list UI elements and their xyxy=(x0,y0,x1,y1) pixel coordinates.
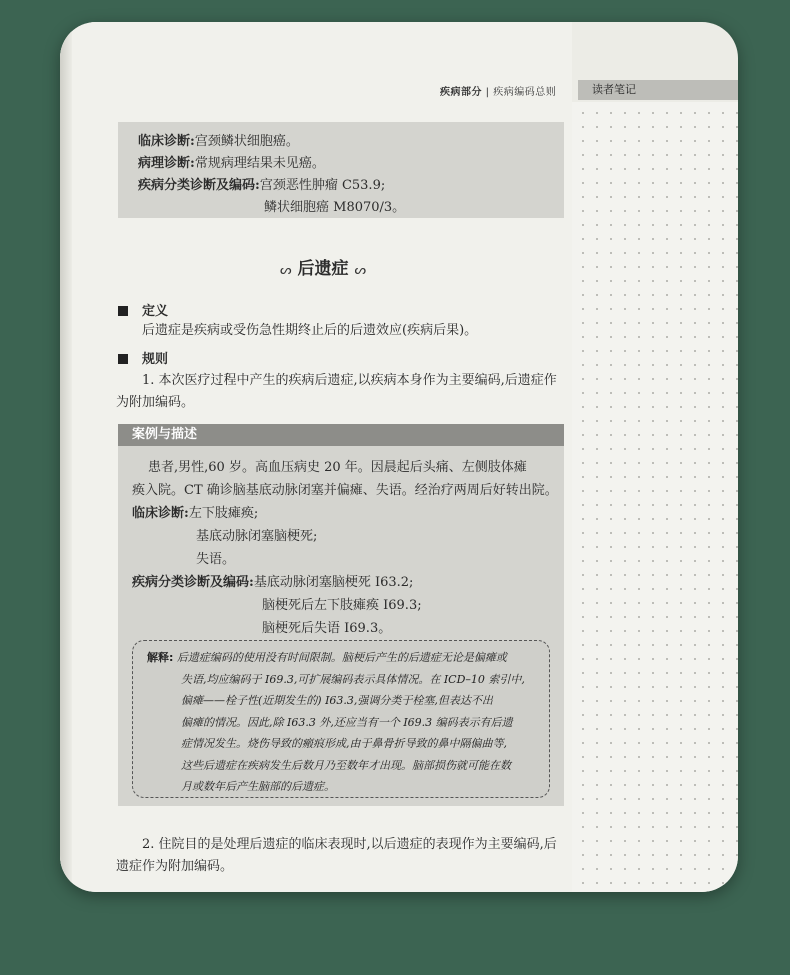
explanation-line-1-text: 后遗症编码的使用没有时间限制。脑梗后产生的后遗症无论是偏瘫或 xyxy=(176,651,507,664)
case-coding-value-1: 基底动脉闭塞脑梗死 I63.2; xyxy=(253,575,414,590)
previous-case-box xyxy=(118,122,564,218)
explanation-line-3: 偏瘫——栓子性(近期发生的) I63.3,强调分类于栓塞,但表达不出 xyxy=(181,694,493,707)
case-clinical-line-3: 失语。 xyxy=(196,552,236,567)
explanation-line-6: 这些后遗症在疾病发生后数月乃至数年才出现。脑部损伤就可能在数 xyxy=(181,758,511,772)
case-coding-label: 疾病分类诊断及编码: xyxy=(132,575,254,590)
rules-heading-text: 规则 xyxy=(142,352,169,367)
case-clinical-line-2: 基底动脉闭塞脑梗死; xyxy=(196,529,318,544)
explanation-line-4: 偏瘫的情况。因此,除 I63.3 外,还应当有一个 I69.3 编码表示有后遗 xyxy=(181,715,513,729)
case-heading-bar: 案例与描述 xyxy=(118,424,564,446)
section-title-text: 后遗症 xyxy=(297,259,349,279)
coding-line-2: 鳞状细胞癌 M8070/3。 xyxy=(264,200,406,215)
definition-heading-text: 定义 xyxy=(142,304,169,319)
case-coding-line-1 xyxy=(132,571,413,590)
ornament-right-icon: ᔕ xyxy=(354,263,367,278)
definition-text: 后遗症是疾病或受伤急性期终止后的后遗效应(疾病后果)。 xyxy=(142,323,478,338)
notes-label: 读者笔记 xyxy=(578,80,738,100)
case-story-line-1: 患者,男性,60 岁。高血压病史 20 年。因晨起后头痛、左侧肢体瘫 xyxy=(148,460,527,475)
coding-line-1 xyxy=(138,174,385,193)
coding-value-1: 宫颈恶性肿瘤 C53.9; xyxy=(259,178,386,193)
explanation-line-5: 症情况发生。烧伤导致的瘢痕形成,由于鼻骨折导致的鼻中隔偏曲等, xyxy=(181,737,507,750)
header-chapter: 疾病编码总则 xyxy=(493,87,557,98)
ornament-left-icon: ᔕ xyxy=(280,263,292,278)
pathology-diagnosis-label: 病理诊断: xyxy=(138,156,195,171)
rule-1-line-1: 1. 本次医疗过程中产生的疾病后遗症,以疾病本身作为主要编码,后遗症作 xyxy=(142,373,557,388)
definition-heading xyxy=(118,300,168,319)
header-breadcrumb: 疾病部分 | 疾病编码总则 xyxy=(440,87,557,98)
running-header xyxy=(440,80,738,100)
book-photo-frame xyxy=(60,22,738,892)
page-gutter-shadow xyxy=(60,22,72,892)
case-clinical-label: 临床诊断: xyxy=(132,506,189,521)
pathology-diagnosis-value: 常规病理结果未见癌。 xyxy=(194,156,325,171)
clinical-diagnosis-label: 临床诊断: xyxy=(138,134,195,149)
case-clinical-value-1: 左下肢瘫痪; xyxy=(188,506,259,521)
clinical-diagnosis-line xyxy=(138,130,299,149)
case-clinical-line-1 xyxy=(132,502,258,521)
rule-1-line-2: 为附加编码。 xyxy=(116,395,195,410)
reader-notes-dot-grid xyxy=(572,102,738,892)
rule-2-line-1: 2. 住院目的是处理后遗症的临床表现时,以后遗症的表现作为主要编码,后 xyxy=(142,837,557,852)
square-bullet-icon xyxy=(118,306,128,316)
case-coding-line-2: 脑梗死后左下肢瘫痪 I69.3; xyxy=(262,598,422,613)
case-coding-line-3: 脑梗死后失语 I69.3。 xyxy=(262,621,392,636)
section-title xyxy=(280,254,366,279)
rule-2-line-2: 遗症作为附加编码。 xyxy=(116,859,234,874)
explanation-line-7: 月或数年后产生脑部的后遗症。 xyxy=(181,780,335,793)
explanation-text xyxy=(147,647,539,798)
rules-heading xyxy=(118,348,168,367)
header-section: 疾病部分 xyxy=(440,87,482,98)
explanation-label: 解释: xyxy=(147,651,174,664)
square-bullet-icon xyxy=(118,354,128,364)
explanation-line-1 xyxy=(147,647,539,669)
coding-label: 疾病分类诊断及编码: xyxy=(138,178,260,193)
case-story-line-2: 痪入院。CT 确诊脑基底动脉闭塞并偏瘫、失语。经治疗两周后好转出院。 xyxy=(132,483,558,498)
pathology-diagnosis-line xyxy=(138,152,325,171)
clinical-diagnosis-value: 宫颈鳞状细胞癌。 xyxy=(194,134,299,149)
explanation-line-2: 失语,均应编码于 I69.3,可扩展编码表示具体情况。在 ICD–10 索引中, xyxy=(181,672,525,686)
explanation-box xyxy=(132,640,550,798)
